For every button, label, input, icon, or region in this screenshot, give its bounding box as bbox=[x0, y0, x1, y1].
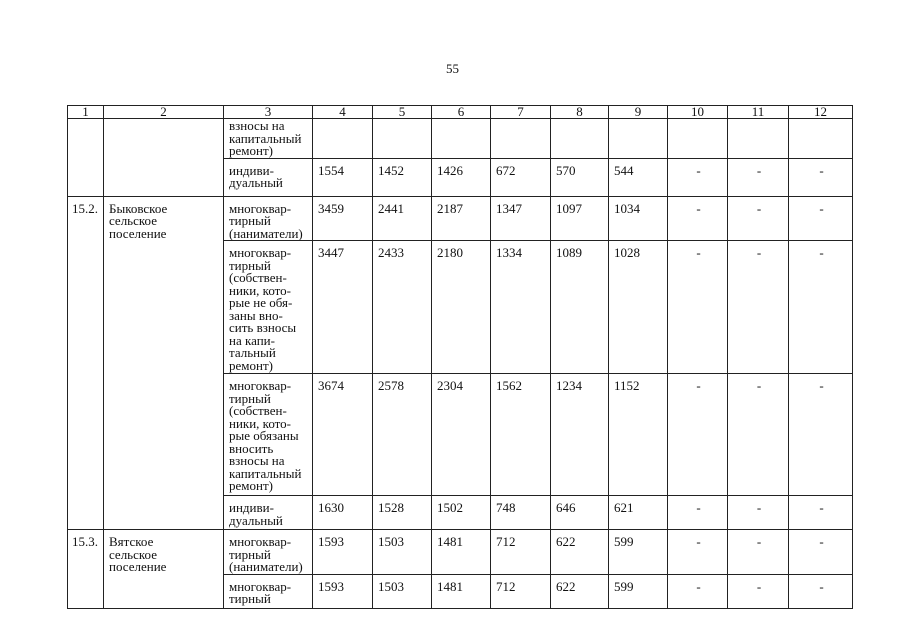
text-line: взносы на bbox=[229, 118, 285, 133]
text-line: тирный bbox=[229, 213, 271, 228]
text-line: дуальный bbox=[229, 175, 283, 190]
value-cell: 1152 bbox=[609, 374, 668, 496]
value-cell: 599 bbox=[609, 530, 668, 575]
row-index: 15.2. bbox=[68, 196, 104, 530]
column-header: 7 bbox=[491, 106, 551, 119]
table-row bbox=[68, 530, 853, 575]
value-cell: 544 bbox=[609, 158, 668, 196]
value-cell: 2433 bbox=[373, 241, 432, 374]
value-cell: 3447 bbox=[313, 241, 373, 374]
value-cell: 646 bbox=[551, 496, 609, 530]
text-line: индиви- bbox=[229, 500, 274, 515]
settlement-name bbox=[104, 119, 224, 197]
text-line: капитальный bbox=[229, 465, 302, 481]
text-line: (наниматели) bbox=[229, 225, 303, 241]
dash-cell: - bbox=[668, 196, 728, 241]
value-cell: 1481 bbox=[432, 530, 491, 575]
text-line: на капи- bbox=[229, 332, 275, 348]
dash-cell: - bbox=[728, 158, 789, 196]
value-cell: 1452 bbox=[373, 158, 432, 196]
dash-cell: - bbox=[728, 374, 789, 496]
dash-cell: - bbox=[789, 530, 853, 575]
text-line: (наниматели) bbox=[229, 559, 303, 574]
text-line: многоквар- bbox=[229, 200, 292, 216]
text-line: (собствен- bbox=[229, 270, 287, 285]
value-cell: 1034 bbox=[609, 196, 668, 241]
housing-type bbox=[224, 374, 313, 496]
text-line: тирный bbox=[229, 546, 271, 562]
value-cell: 672 bbox=[491, 158, 551, 196]
value-cell: 622 bbox=[551, 530, 609, 575]
column-header: 10 bbox=[668, 106, 728, 119]
text-line: сить взносы bbox=[229, 320, 297, 335]
text-line: тирный bbox=[229, 591, 271, 606]
text-line: взносы на bbox=[229, 453, 285, 468]
housing-type bbox=[224, 241, 313, 374]
value-cell: 2578 bbox=[373, 374, 432, 496]
value-cell: 2304 bbox=[432, 374, 491, 496]
value-cell: 1334 bbox=[491, 241, 551, 374]
dash-cell: - bbox=[668, 374, 728, 496]
value-cell: 1097 bbox=[551, 196, 609, 241]
text-line: многоквар- bbox=[229, 578, 292, 594]
value-cell: 1481 bbox=[432, 574, 491, 608]
page-number: 55 bbox=[446, 61, 459, 76]
value-cell: 1028 bbox=[609, 241, 668, 374]
value-cell: 1347 bbox=[491, 196, 551, 241]
dash-cell: - bbox=[668, 574, 728, 608]
housing-type bbox=[224, 496, 313, 530]
value-cell: 748 bbox=[491, 496, 551, 530]
value-cell: 2180 bbox=[432, 241, 491, 374]
value-cell: 1089 bbox=[551, 241, 609, 374]
tariff-table bbox=[67, 105, 853, 609]
text-line: заны вно- bbox=[229, 307, 283, 323]
text-line: тальный bbox=[229, 345, 276, 360]
settlement-name bbox=[104, 196, 224, 530]
text-line: поселение bbox=[109, 559, 167, 574]
dash-cell: - bbox=[668, 530, 728, 575]
value-cell: 3459 bbox=[313, 196, 373, 241]
value-cell: 1593 bbox=[313, 574, 373, 608]
text-line: Быковское bbox=[109, 200, 168, 216]
dash-cell: - bbox=[728, 196, 789, 241]
value-cell: 1426 bbox=[432, 158, 491, 196]
text-line: вносить bbox=[229, 440, 274, 456]
value-cell bbox=[551, 119, 609, 159]
value-cell: 622 bbox=[551, 574, 609, 608]
column-header: 8 bbox=[551, 106, 609, 119]
housing-type bbox=[224, 158, 313, 196]
value-cell: 1593 bbox=[313, 530, 373, 575]
column-header: 12 bbox=[789, 106, 853, 119]
column-header: 6 bbox=[432, 106, 491, 119]
dash-cell: - bbox=[789, 374, 853, 496]
dash-cell: - bbox=[728, 574, 789, 608]
value-cell: 1630 bbox=[313, 496, 373, 530]
text-line: ремонт) bbox=[229, 478, 273, 493]
value-cell: 1234 bbox=[551, 374, 609, 496]
dash-cell: - bbox=[789, 496, 853, 530]
table-row bbox=[68, 119, 853, 159]
value-cell: 599 bbox=[609, 574, 668, 608]
dash-cell: - bbox=[668, 241, 728, 374]
value-cell: 2187 bbox=[432, 196, 491, 241]
dash-cell bbox=[789, 119, 853, 159]
settlement-name bbox=[104, 530, 224, 609]
text-line: ники, кото- bbox=[229, 415, 292, 431]
dash-cell: - bbox=[789, 241, 853, 374]
value-cell: 1503 bbox=[373, 574, 432, 608]
table-row bbox=[68, 196, 853, 241]
column-header-row bbox=[68, 106, 853, 119]
housing-type bbox=[224, 574, 313, 608]
value-cell: 3674 bbox=[313, 374, 373, 496]
text-line: дуальный bbox=[229, 512, 283, 528]
dash-cell bbox=[668, 119, 728, 159]
dash-cell: - bbox=[789, 158, 853, 196]
column-header: 5 bbox=[373, 106, 432, 119]
row-index bbox=[68, 119, 104, 197]
dash-cell bbox=[728, 119, 789, 159]
value-cell bbox=[432, 119, 491, 159]
text-line: (собствен- bbox=[229, 403, 287, 418]
value-cell: 621 bbox=[609, 496, 668, 530]
value-cell bbox=[609, 119, 668, 159]
text-line: поселение bbox=[109, 225, 167, 241]
dash-cell: - bbox=[668, 158, 728, 196]
value-cell: 1503 bbox=[373, 530, 432, 575]
text-line: индиви- bbox=[229, 162, 274, 178]
housing-type bbox=[224, 530, 313, 575]
text-line: ремонт) bbox=[229, 357, 273, 373]
column-header: 3 bbox=[224, 106, 313, 119]
text-line: сельское bbox=[109, 546, 157, 562]
value-cell: 712 bbox=[491, 530, 551, 575]
value-cell bbox=[373, 119, 432, 159]
text-line: рые обязаны bbox=[229, 428, 299, 443]
value-cell: 2441 bbox=[373, 196, 432, 241]
text-line: Вятское bbox=[109, 534, 154, 549]
text-line: многоквар- bbox=[229, 378, 292, 393]
text-line: многоквар- bbox=[229, 534, 292, 549]
housing-type bbox=[224, 119, 313, 159]
text-line: сельское bbox=[109, 213, 157, 228]
value-cell: 1528 bbox=[373, 496, 432, 530]
value-cell: 1502 bbox=[432, 496, 491, 530]
text-line: тирный bbox=[229, 257, 271, 273]
text-line: многоквар- bbox=[229, 245, 292, 260]
value-cell bbox=[313, 119, 373, 159]
dash-cell: - bbox=[728, 241, 789, 374]
value-cell: 712 bbox=[491, 574, 551, 608]
row-index: 15.3. bbox=[68, 530, 104, 609]
dash-cell: - bbox=[789, 574, 853, 608]
text-line: ремонт) bbox=[229, 143, 273, 158]
column-header: 1 bbox=[68, 106, 104, 119]
value-cell: 1562 bbox=[491, 374, 551, 496]
dash-cell: - bbox=[728, 496, 789, 530]
value-cell bbox=[491, 119, 551, 159]
column-header: 2 bbox=[104, 106, 224, 119]
text-line: капитальный bbox=[229, 130, 302, 146]
dash-cell: - bbox=[668, 496, 728, 530]
text-line: ники, кото- bbox=[229, 282, 292, 298]
text-line: рые не обя- bbox=[229, 295, 293, 310]
dash-cell: - bbox=[728, 530, 789, 575]
text-line: тирный bbox=[229, 390, 271, 406]
value-cell: 1554 bbox=[313, 158, 373, 196]
value-cell: 570 bbox=[551, 158, 609, 196]
column-header: 11 bbox=[728, 106, 789, 119]
column-header: 4 bbox=[313, 106, 373, 119]
dash-cell: - bbox=[789, 196, 853, 241]
housing-type bbox=[224, 196, 313, 241]
column-header: 9 bbox=[609, 106, 668, 119]
